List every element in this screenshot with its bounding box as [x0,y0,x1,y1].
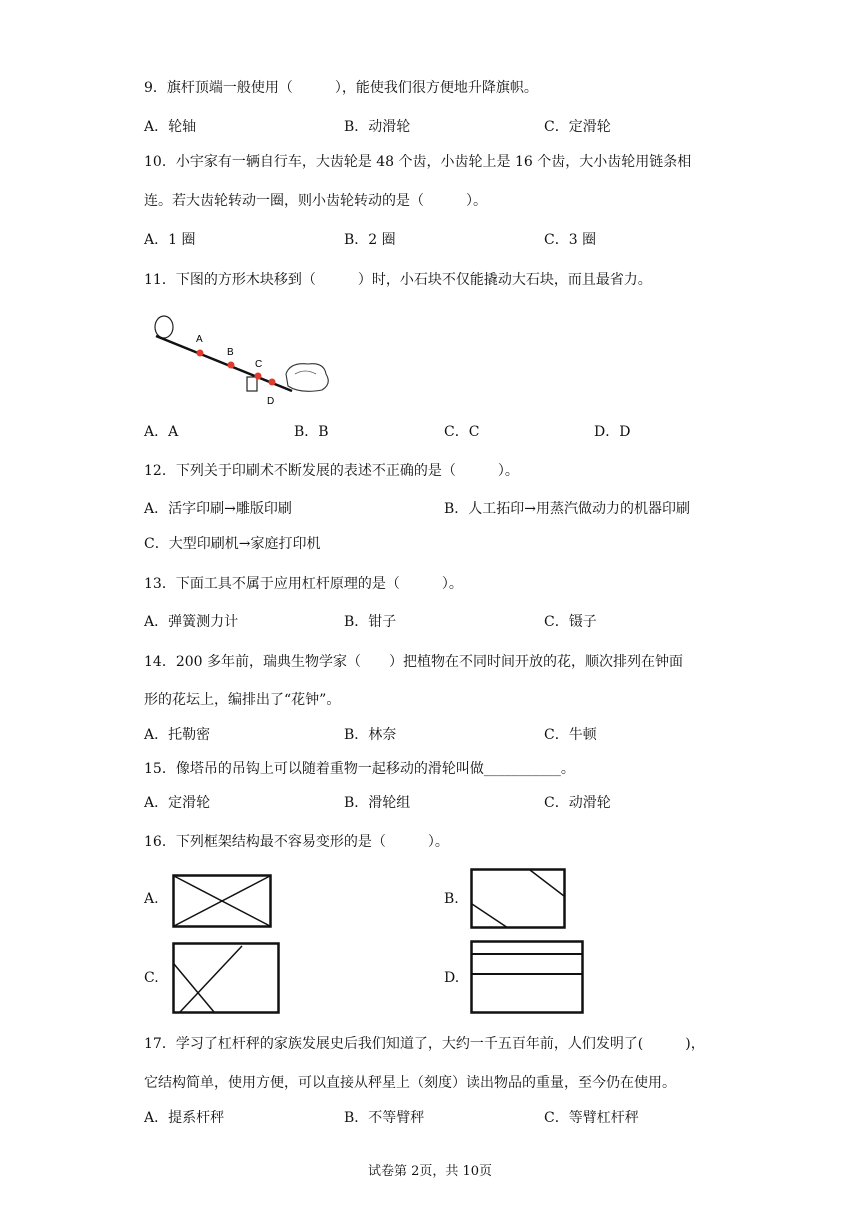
question-10-stem-line2: 连。若大齿轮转动一圈，则小齿轮转动的是（ ）。 [144,193,487,209]
question-17-stem-line1: 17．学习了杠杆秤的家族发展史后我们知道了，大约一千五百年前，人们发明了( )， [144,1036,705,1052]
point-c [255,373,262,380]
square-block [247,377,257,391]
question-10-option-b[interactable]: B．2 圈 [344,232,396,248]
question-9-option-b[interactable]: B．动滑轮 [344,119,411,135]
label-b: B [227,347,234,358]
frame-b-figure[interactable] [470,868,566,930]
question-16-stem: 16．下列框架结构最不容易变形的是（ ）。 [144,834,449,850]
question-17-option-c[interactable]: C．等臂杠杆秤 [544,1110,639,1126]
point-a [197,350,204,357]
label-a: A [196,334,203,345]
question-12-option-a[interactable]: A．活字印刷→雕版印刷 [144,501,292,517]
question-12-stem: 12．下列关于印刷术不断发展的表述不正确的是（ ）。 [144,463,519,479]
question-14-stem-line2: 形的花坛上，编排出了“花钟”。 [144,692,341,708]
question-13-option-c[interactable]: C．镊子 [544,614,597,630]
big-stone [286,364,328,392]
question-11-stem: 11．下图的方形木块移到（ ）时，小石块不仅能撬动大石块，而且最省力。 [144,272,652,288]
question-14-option-a[interactable]: A．托勒密 [144,727,211,743]
frame-c-figure[interactable] [172,942,280,1014]
question-12-option-c[interactable]: C．大型印刷机→家庭打印机 [144,536,321,552]
lever-figure [150,312,340,412]
question-16-option-a-label[interactable]: A. [144,891,159,907]
question-9-option-c[interactable]: C．定滑轮 [544,119,611,135]
question-16-option-d-label[interactable]: D. [444,970,460,986]
question-13-option-a[interactable]: A．弹簧测力计 [144,614,239,630]
label-c: C [255,359,263,370]
question-11-option-d[interactable]: D．D [594,424,631,440]
question-15-stem: 15．像塔吊的吊钩上可以随着重物一起移动的滑轮叫做___________。 [144,761,575,777]
hand-sketch [155,316,173,338]
question-11-option-b[interactable]: B．B [294,424,329,440]
question-16-option-b-label[interactable]: B. [444,891,459,907]
question-15-option-c[interactable]: C．动滑轮 [544,795,611,811]
question-10-stem-line1: 10．小宇家有一辆自行车，大齿轮是 48 个齿，小齿轮上是 16 个齿，大小齿轮用链条相 [144,154,692,170]
question-17-option-b[interactable]: B．不等臂秤 [344,1110,425,1126]
question-15-option-a[interactable]: A．定滑轮 [144,795,211,811]
point-d [269,379,276,386]
question-15-option-b[interactable]: B．滑轮组 [344,795,411,811]
question-9-option-a[interactable]: A．轮轴 [144,119,197,135]
point-b [228,362,235,369]
question-10-option-a[interactable]: A．1 圈 [144,232,196,248]
question-14-option-c[interactable]: C．牛顿 [544,727,597,743]
question-13-option-b[interactable]: B．钳子 [344,614,397,630]
question-17-stem-line2: 它结构简单，使用方便，可以直接从秤星上（刻度）读出物品的重量，至今仍在使用。 [144,1075,676,1091]
question-14-stem-line1: 14．200 多年前，瑞典生物学家（ ）把植物在不同时间开放的花，顺次排列在钟面 [144,654,683,670]
question-11-option-c[interactable]: C．C [444,424,480,440]
label-d: D [267,396,275,407]
page-footer: 试卷第 2页，共 10页 [367,1164,493,1179]
question-10-option-c[interactable]: C．3 圈 [544,232,597,248]
question-11-option-a[interactable]: A．A [144,424,179,440]
question-16-option-c-label[interactable]: C. [144,970,159,986]
question-13-stem: 13．下面工具不属于应用杠杆原理的是（ ）。 [144,576,463,592]
question-14-option-b[interactable]: B．林奈 [344,727,397,743]
question-9-stem: 9．旗杆顶端一般使用（ ），能使我们很方便地升降旗帜。 [144,80,538,96]
question-17-option-a[interactable]: A．提系杆秤 [144,1110,225,1126]
frame-a-figure[interactable] [172,874,272,928]
question-12-option-b[interactable]: B．人工拓印→用蒸汽做动力的机器印刷 [444,501,691,517]
frame-d-figure[interactable] [470,940,584,1014]
